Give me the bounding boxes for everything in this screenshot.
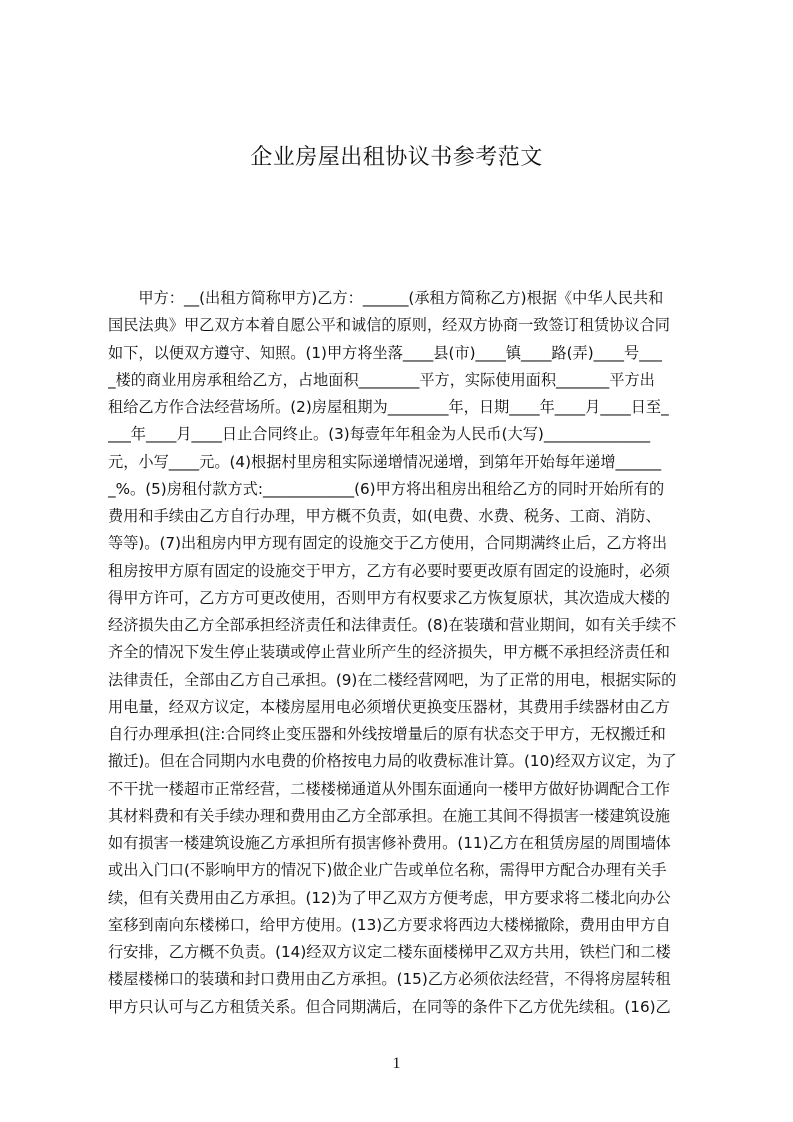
text-line: ___年____月____日止合同终止。(3)每壹年年租金为人民币(大写)______________ [108, 425, 651, 444]
text-line: 租房按甲方原有固定的设施交于甲方，乙方有必要时要更改原有固定的设施时，必须 [108, 561, 670, 580]
text-line: 国民法典》甲乙双方本着自愿公平和诚信的原则，经双方协商一致签订租赁协议合同 [108, 316, 670, 335]
text-line: 如有损害一楼建筑设施乙方承担所有损害修补费用。(11)乙方在租赁房屋的周围墙体 [108, 834, 671, 852]
text-line: 等等)。(7)出租房内甲方现有固定的设施交于乙方使用，合同期满终止后，乙方将出 [108, 534, 668, 553]
text-line: 不干扰一楼超市正常经营，二楼楼梯通道从外围东面通向一楼甲方做好协调配合工作 [108, 779, 670, 798]
text-line: 费用和手续由乙方自行办理，甲方概不负责，如(电费、水费、税务、工商、消防、 [108, 507, 661, 525]
text-line: 甲方：__(出租方简称甲方)乙方：______(承租方简称乙方)根据《中华人民共和 [108, 289, 664, 307]
page-number: 1 [392, 1055, 401, 1072]
text-line: 得甲方许可，乙方方可更改使用，否则甲方有权要求乙方恢复原状，其次造成大楼的 [108, 588, 670, 607]
text-line: 用电量，经双方议定，本楼房屋用电必须增伏更换变压器材，其费用手续器材由乙方 [108, 697, 670, 716]
text-line: 齐全的情况下发生停止装璜或停止营业所产生的经济损失，甲方概不承担经济责任和 [108, 643, 670, 662]
text-line: 续，但有关费用由乙方承担。(12)为了甲乙双方方便考虑，甲方要求将二楼北向办公 [108, 888, 671, 907]
text-line: _%。(5)房租付款方式:____________(6)甲方将出租房出租给乙方的同时开始所有的 [108, 479, 665, 498]
text-line: 如下，以便双方遵守、知照。(1)甲方将坐落____县(市)____镇____路(弄)____号___ [108, 343, 662, 362]
text-line: 经济损失由乙方全部承担经济责任和法律责任。(8)在装璜和营业期间，如有关手续不 [108, 616, 677, 634]
text-line: 租给乙方作合法经营场所。(2)房屋租期为________年，日期____年____月____日至_ [108, 398, 669, 416]
body-paragraph [108, 285, 698, 1021]
text-line: 行安排，乙方概不负责。(14)经双方议定二楼东面楼梯甲乙双方共用，铁栏门和二楼 [108, 943, 671, 961]
text-line: 撤迁)。但在合同期内水电费的价格按电力局的收费标准计算。(10)经双方议定，为了 [108, 752, 677, 771]
text-line: 楼屋楼梯口的装璜和封口费用由乙方承担。(15)乙方必须依法经营，不得将房屋转租 [108, 970, 671, 989]
page-title: 企业房屋出租协议书参考范文 [250, 145, 543, 170]
text-line: 其材料费和有关手续办理和费用由乙方全部承担。在施工其间不得损害一楼建筑设施 [108, 806, 670, 825]
text-line: 甲方只认可与乙方租赁关系。但合同期满后，在同等的条件下乙方优先续租。(16)乙 [108, 997, 671, 1016]
text-line: _楼的商业用房承租给乙方，占地面积________平方，实际使用面积_______平方出 [108, 370, 655, 389]
text-line: 自行办理承担(注:合同终止变压器和外线按增量后的原有状态交于甲方，无权搬迁和 [108, 725, 666, 743]
text-line: 元，小写____元。(4)根据村里房租实际递增情况递增，到第年开始每年递增______ [108, 452, 662, 471]
text-line: 室移到南向东楼梯口，给甲方使用。(13)乙方要求将西边大楼梯撤除，费用由甲方自 [108, 915, 671, 934]
text-line: 法律责任，全部由乙方自己承担。(9)在二楼经营网吧，为了正常的用电，根据实际的 [108, 670, 677, 689]
text-line: 或出入门口(不影响甲方的情况下)做企业广告或单位名称，需得甲方配合办理有关手 [108, 861, 667, 880]
